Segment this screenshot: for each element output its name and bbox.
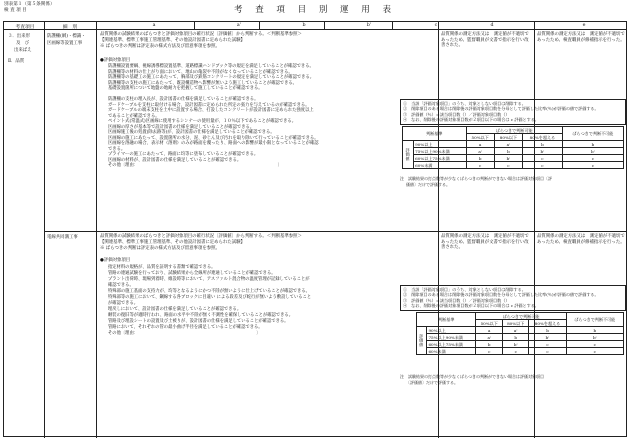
judgment-matrix xyxy=(402,126,624,169)
list-item: プライマーの施工にあたって、路面に均等に塗布していることが確認できる。 xyxy=(108,152,259,157)
intro-line: 【関連基準、標準工事施工管理基準、その他設計図書に定められた試験】 xyxy=(100,38,245,43)
matrix-footnote: 〔評価値〕だけで評価する。 xyxy=(406,380,458,385)
list-item: 防護柵等の支柱の施工にあたって、既設構造物へ影響が無いよう施工していることが確認できる。 xyxy=(108,80,297,86)
list-item: 特殊部等の施工において、鋼線する各ブロックに目違い による段差及び蛇行が無いよう敷設していること xyxy=(108,295,312,300)
matrix-head-spread: ばらつきで判断可能 xyxy=(466,127,562,134)
col-header-a-prime: a' xyxy=(236,23,242,28)
divider xyxy=(259,22,260,30)
section-sub2: 出来ばえ xyxy=(14,48,32,53)
matrix-subhead: 80%を超える xyxy=(523,134,563,141)
list-item: 区画線の材料が、設計図書の仕様を満足していることが確認できる。 xyxy=(108,157,242,163)
matrix-row-label: 60%以上75%未満 xyxy=(414,155,466,162)
intro-line: 品質関係の試験結果のばらつきと評価対象項目の確行状況〔評価値〕から判断する。＜判断基準参照＞ xyxy=(100,32,302,37)
matrix-head-spread: ばらつきで判断可能 xyxy=(476,313,566,320)
divider xyxy=(194,22,195,30)
matrix-cell: c xyxy=(566,341,623,348)
list-item: 管路及び埋設シートの設置及び土被りが、設計図書の仕様を満足していることが確認できる。 xyxy=(108,319,289,324)
note-line: ② 削除項目のある場合は削除後の評価対象項目数を分母として評価した比率(％)が評価の値で評価する。 xyxy=(403,106,599,112)
matrix-cell: b xyxy=(476,341,502,348)
list-item: プラント出荷時、現場到着時、維設時等において、アスファルト混合物の温度管理が記録していることが xyxy=(108,277,310,282)
col-header-e: e xyxy=(582,23,586,28)
matrix-cell: b xyxy=(562,141,623,148)
col-header-d: d xyxy=(490,23,494,28)
section-number: ３．出来形 xyxy=(8,34,30,39)
matrix-row-label: 60%未満 xyxy=(414,162,466,169)
matrix-row-label: 60%未満 xyxy=(427,348,476,355)
list-item: ガードケーブルの端末支柱を土中に設置する場合、打設したコンクリートが設計図書に定められた強度以上 xyxy=(108,108,314,113)
matrix-subhead: 80%以下 xyxy=(494,134,522,141)
matrix-cell: b' xyxy=(529,334,566,341)
matrix-side-label: 評価値 xyxy=(403,141,414,169)
col-header-a: a xyxy=(152,23,156,28)
worktype-label: 防護柵(網)・標識・ xyxy=(47,34,86,39)
col-header-subdivision: 細 別 xyxy=(62,25,78,30)
matrix-cell: a' xyxy=(466,148,494,155)
intro-line: 品質関係の試験結果のばらつきと評価対象項目の確行状況〔評価値〕から判断する。＜判断基準参照＞ xyxy=(100,234,302,239)
matrix-cell: c xyxy=(476,348,502,355)
col-header-c: c xyxy=(434,23,438,28)
matrix-cell: b' xyxy=(502,341,528,348)
matrix-side-label: 評価値 xyxy=(417,327,427,355)
matrix-cell: a xyxy=(476,327,502,334)
matrix-cell: b' xyxy=(562,148,623,155)
matrix-row-label: 90%以上 xyxy=(427,327,476,334)
matrix-footnote: 注 試験結果の打点数等が少なくばらつきの判断ができない場合は評価対象項目〔評 xyxy=(400,176,552,181)
section-item: Ⅱ．品質 xyxy=(8,59,25,64)
list-item: 埋戻しにおいて、設計図書の仕様を満足していることが確認できる。 xyxy=(108,307,242,312)
doc-title: 考 査 項 目 別 運 用 表 xyxy=(234,5,396,15)
list-item: 区画線施工後の処置(除去跡等)が、設計図書の仕様を満足していることが確認できる。 xyxy=(108,130,275,135)
criteria-d-text: 品質関係の測定方法又は 測定値が不適切であったため、監督職員が文書で指示を行い改善された。 xyxy=(441,234,529,251)
section-separator xyxy=(44,231,96,232)
matrix-cell: b xyxy=(523,141,563,148)
matrix-cell: c xyxy=(466,162,494,169)
matrix-subhead: 80%を超える xyxy=(529,320,566,327)
list-item: 確認できる。 xyxy=(108,283,134,288)
list-item: 継装の復旧等が適時行われ、路面の水平や不陸が無く不測性を確保していることが確認できる。 xyxy=(108,313,294,318)
matrix-cell: c xyxy=(566,348,623,355)
criteria-d-text: 品質関係の測定方法又は 測定値が不適切であったため、監督職員が文書で指示を行い改善された。 xyxy=(441,32,529,49)
matrix-head-judge: 判断基準 xyxy=(403,127,467,141)
list-item: 管路の連通試験を行っており、試験結果から全線所が連通していることが確認できる。 xyxy=(108,271,276,276)
col-header-b: b xyxy=(302,23,306,28)
matrix-head-judge: 判断基準 xyxy=(417,313,476,327)
list-item: 防護柵の支柱の埋入長が、設計図書の仕様を満足していることが確認できる。 xyxy=(108,97,259,102)
matrix-row-label: 90%以上 xyxy=(414,141,466,148)
matrix-cell: c xyxy=(529,348,566,355)
worktype-label: 電線共同溝工事 xyxy=(47,235,78,240)
list-item: その他〔理由： 〕 xyxy=(108,331,261,336)
notes-box xyxy=(400,99,626,125)
list-item: 特殊部の施工基面の支持力が、均等となるようにかつ不陸が無いように仕上げていることが確認できる。 xyxy=(108,289,310,294)
matrix-cell: c xyxy=(502,348,528,355)
matrix-footnote: 価値〕だけで評価する。 xyxy=(406,182,450,187)
list-item: ガードケーブルを支柱に取付ける場合、設計図書に定められた所定の張力を与えているのが確認できる。 xyxy=(108,102,310,108)
list-item: 防護柵等の材料の仕上がり面において、地山の亀裂や不陸がなくなっていることが確認できる。 xyxy=(108,69,293,75)
matrix-subhead: 50%以下 xyxy=(466,134,494,141)
note-line: ④ なお、削除後の評価対象項目数が２項目以下の場合は c 評価とする。 xyxy=(403,303,539,309)
note-line: ② 削除項目のある場合は削除後の評価対象項目数を分母として評価した比率(％)が評価の値で評価する。 xyxy=(403,292,599,298)
notes-box xyxy=(400,285,626,311)
matrix-cell: b xyxy=(502,334,528,341)
divider xyxy=(324,22,325,30)
list-item: 防護柵等の基礎工の施工にあたって、胸部及び鉄筋コンクリートの規定を満足していることが確認できる。 xyxy=(108,75,315,80)
list-item: 区画線の施工にあたって、設置箇所の水分、泥、砂じん及び汚れを取り除いて行っていることが確認できる。 xyxy=(108,135,319,141)
matrix-cell: a' xyxy=(494,141,522,148)
doc-ref-line2: 検 査 項 目 xyxy=(4,8,27,13)
note-line: ③ 評価値（％）＝該当項目数（）／評価対象項目数（） xyxy=(403,111,510,117)
matrix-cell: b xyxy=(466,155,494,162)
matrix-cell: b' xyxy=(523,148,563,155)
matrix-cell: a' xyxy=(502,327,528,334)
divider xyxy=(44,22,45,438)
intro-line: ※ ばらつきの判断は評定表の様式方法及び留意事項を参照。 xyxy=(100,44,220,49)
col-header-item: 考査項目 xyxy=(15,25,35,30)
col-header-b-prime: b' xyxy=(366,23,372,28)
doc-ref-line1: 別表第１（第５条関係） xyxy=(4,2,55,7)
matrix-cell: b xyxy=(566,327,623,334)
matrix-head-nospread: ばらつきで判断不可能 xyxy=(566,313,623,327)
list-item: 指定材料の規格が、品質を証明する書類で確認できる。 xyxy=(108,265,216,270)
note-line: ④ なお、削除後の評価対象項目数が２項目以下の場合は c 評価とする。 xyxy=(403,117,539,123)
bullet-heading: ●評価対象項目 xyxy=(100,258,131,263)
matrix-head-nospread: ばらつきで判断不可能 xyxy=(562,127,623,141)
list-item: 基礎設置箇所について地盤の地耐力を把握して施工していることが確認できる。 xyxy=(108,86,263,91)
judgment-matrix xyxy=(416,312,624,355)
divider xyxy=(96,22,97,438)
column-header-row xyxy=(4,22,626,30)
list-item: 管路において、それぞれの管の最小曲げ半径を満足していることが確認できる。 xyxy=(108,325,263,330)
matrix-cell: c xyxy=(523,155,563,162)
list-item: 区画線を溶融の場合、表示材（溶剤）のみが路面を覆ったり、路面への影響が最小限となっていることが確認 xyxy=(108,141,319,146)
matrix-cell: b' xyxy=(494,155,522,162)
list-item: ペイント式(常温式)区画線に使用するシンナーの使用量が、１０％以下であることが確認できる。 xyxy=(108,119,297,124)
matrix-row-label: 75%以上90%未満 xyxy=(414,148,466,155)
note-line: ① 当該「評価対象項目」のうち、対象としない項目は削除する。 xyxy=(403,287,526,292)
matrix-cell: c xyxy=(562,162,623,169)
note-line: ① 当該「評価対象項目」のうち、対象としない項目は削除する。 xyxy=(403,101,526,106)
list-item: が確認できる。 xyxy=(108,301,139,306)
matrix-cell: b' xyxy=(566,334,623,341)
intro-line: ※ ばらつきの判断は評定表の様式方法及び留意事項を参照。 xyxy=(100,246,220,251)
list-item: できる。 xyxy=(108,146,126,152)
intro-line: 【関連基準、標準工事施工管理基準、その他設計図書に定められた試験】 xyxy=(100,240,245,245)
matrix-footnote: 注 試験結果の打点数等が少なくばらつきの判断ができない場合は評価対象項目 xyxy=(400,374,544,379)
matrix-cell: a xyxy=(466,141,494,148)
matrix-cell: a' xyxy=(476,334,502,341)
matrix-subhead: 80%以下 xyxy=(502,320,528,327)
list-item: であることが確認できる。 xyxy=(108,113,160,119)
matrix-cell: c xyxy=(529,341,566,348)
divider xyxy=(392,22,393,30)
criteria-e-text: 品質関係の測定方法又は 測定値が不適切であったため、検査職員が修補指示を行った。 xyxy=(537,234,625,245)
matrix-row-label: 75%以上90%未満 xyxy=(427,334,476,341)
matrix-cell: c xyxy=(562,155,623,162)
section-sub1: 及 び xyxy=(16,41,30,46)
matrix-cell: c xyxy=(494,162,522,169)
bullet-heading: ●評価対象項目 xyxy=(100,58,131,63)
matrix-row-label: 60%以上75%未満 xyxy=(427,341,476,348)
matrix-subhead: 50%以下 xyxy=(476,320,502,327)
list-item: 区画線の厚さが基本等で設計図書の仕様を満足していることが確認できる。 xyxy=(108,124,255,130)
note-line: ③ 評価値（％）＝該当項目数（）／評価対象項目数（） xyxy=(403,297,510,303)
evaluation-table xyxy=(3,21,627,437)
matrix-cell: c xyxy=(523,162,563,169)
list-item: 防護柵設置要綱、視線誘導標設置基準、道路標識ハンドブック等の規定を満足していることが確認できる。 xyxy=(108,64,314,69)
matrix-cell: b xyxy=(494,148,522,155)
worktype-label: 区画線等設置工事 xyxy=(47,41,83,46)
list-item: その他〔理由： 〕 xyxy=(108,163,283,168)
criteria-e-text: 品質関係の測定方法又は 測定値が不適切であったため、検査職員が修補指示を行った。 xyxy=(537,32,625,43)
section-separator xyxy=(96,231,626,232)
matrix-cell: b xyxy=(529,327,566,334)
